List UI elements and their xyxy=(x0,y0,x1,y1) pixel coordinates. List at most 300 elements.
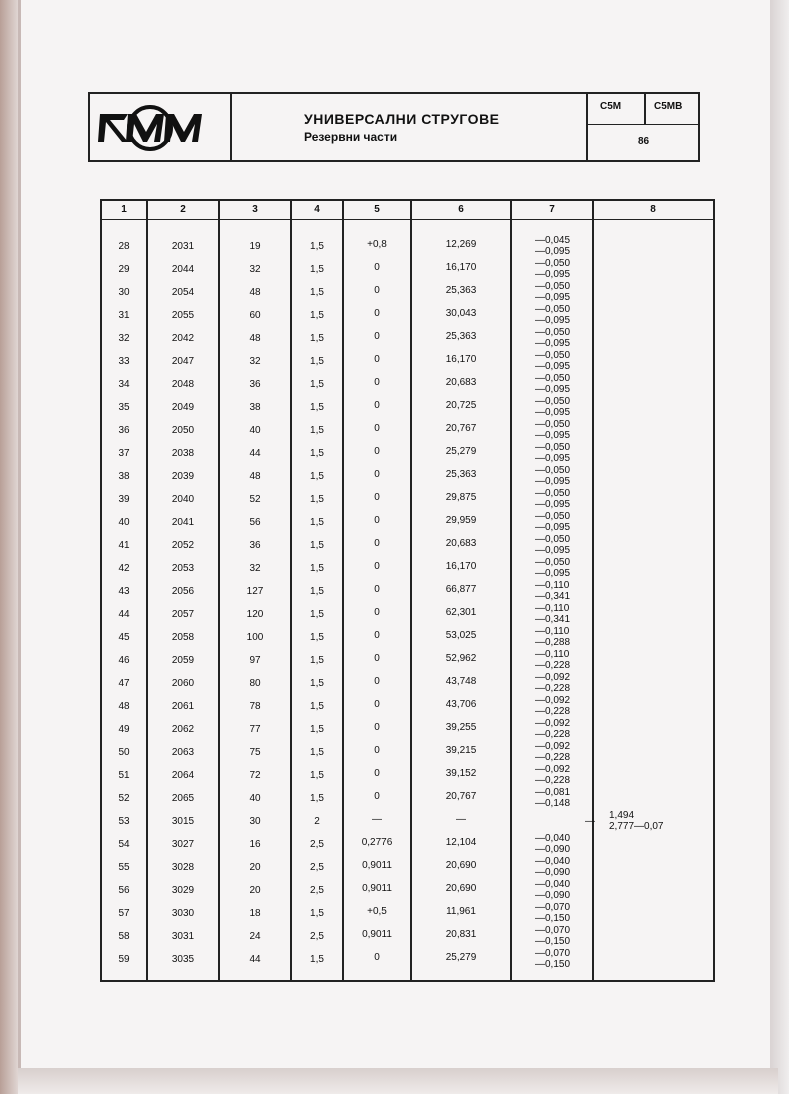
table-cell-col6: 39,255 xyxy=(445,722,477,733)
table-cell-col4: 1,5 xyxy=(310,356,324,367)
column-header: 7 xyxy=(549,204,555,215)
table-cell-col6: 16,170 xyxy=(445,262,477,273)
table-cell-col2: 2052 xyxy=(171,540,195,551)
table-cell-tolerance xyxy=(535,281,595,303)
table-cell-col3: 44 xyxy=(249,448,261,459)
tolerance-value: —0,081 xyxy=(535,787,571,798)
tolerance-value: —0,092 xyxy=(535,741,571,752)
tolerance-value: —0,050 xyxy=(535,488,571,499)
tolerance-value: —0,341 xyxy=(535,591,571,602)
tolerance-value: —0,092 xyxy=(535,718,571,729)
table-cell-tolerance xyxy=(535,626,595,648)
tolerance-value: —0,050 xyxy=(535,534,571,545)
table-cell-col6: 52,962 xyxy=(445,653,477,664)
tolerance-value: —0,095 xyxy=(535,499,571,510)
table-cell-col2: 2055 xyxy=(171,310,195,321)
tolerance-value: —0,095 xyxy=(535,568,571,579)
table-cell-col2: 3015 xyxy=(171,816,195,827)
table-cell-col5: 0 xyxy=(374,446,380,457)
table-cell-col3: 32 xyxy=(249,264,261,275)
table-cell-tolerance xyxy=(535,856,595,878)
table-cell-col2: 2056 xyxy=(171,586,195,597)
table-row xyxy=(102,488,713,517)
table-cell-col2: 2039 xyxy=(171,471,195,482)
table-cell-col4: 1,5 xyxy=(310,379,324,390)
table-cell-tolerance xyxy=(535,580,595,602)
table-cell-col1: 33 xyxy=(118,356,130,367)
table-cell-col6: — xyxy=(456,814,466,825)
tolerance-value: —0,092 xyxy=(535,672,571,683)
table-cell-col3: 32 xyxy=(249,356,261,367)
tolerance-value: —0,095 xyxy=(535,545,571,556)
table-cell-col6: 30,043 xyxy=(445,308,477,319)
table-row xyxy=(102,442,713,471)
table-cell-col1: 39 xyxy=(118,494,130,505)
table-cell-col5: 0 xyxy=(374,607,380,618)
table-cell-col4: 1,5 xyxy=(310,609,324,620)
tolerance-value: —0,341 xyxy=(535,614,571,625)
table-cell-col4: 1,5 xyxy=(310,724,324,735)
tolerance-value: —0,150 xyxy=(535,959,571,970)
tolerance-value: —0,288 xyxy=(535,637,571,648)
table-cell-tolerance xyxy=(535,833,595,855)
table-cell-col1: 41 xyxy=(118,540,130,551)
table-cell-col2: 3035 xyxy=(171,954,195,965)
tolerance-value: — xyxy=(585,816,595,827)
column-header: 1 xyxy=(121,204,127,215)
logo-cell xyxy=(90,94,232,160)
table-cell-col4: 2,5 xyxy=(310,885,324,896)
table-cell-col4: 1,5 xyxy=(310,241,324,252)
table-cell-col2: 2049 xyxy=(171,402,195,413)
table-cell-col5: 0,9011 xyxy=(362,929,392,940)
table-row xyxy=(102,511,713,540)
table-row xyxy=(102,833,713,862)
tolerance-value: —0,070 xyxy=(535,925,571,936)
table-cell-col1: 51 xyxy=(118,770,130,781)
tolerance-value: —0,050 xyxy=(535,281,571,292)
tolerance-value: —0,090 xyxy=(535,844,571,855)
tolerance-value: —0,110 xyxy=(535,580,570,591)
table-cell-col3: 36 xyxy=(249,540,261,551)
page-binding-edge xyxy=(0,0,18,1094)
table-cell-col1: 38 xyxy=(118,471,130,482)
table-cell-col2: 2042 xyxy=(171,333,195,344)
table-cell-col3: 20 xyxy=(249,862,261,873)
table-cell-col6: 25,363 xyxy=(445,331,477,342)
table-cell-col5: 0 xyxy=(374,653,380,664)
table-cell-col6: 20,831 xyxy=(445,929,477,940)
table-cell-col5: 0 xyxy=(374,331,380,342)
table-row xyxy=(102,281,713,310)
table-cell-col2: 2063 xyxy=(171,747,195,758)
table-cell-col1: 52 xyxy=(118,793,130,804)
table-cell-tolerance xyxy=(535,902,595,924)
table-cell-col4: 1,5 xyxy=(310,471,324,482)
table-cell-col6: 43,748 xyxy=(445,676,477,687)
table-cell-col4: 1,5 xyxy=(310,402,324,413)
tolerance-value: —0,228 xyxy=(535,752,571,763)
table-cell-col1: 31 xyxy=(118,310,130,321)
table-cell-col3: 56 xyxy=(249,517,261,528)
table-cell-col1: 28 xyxy=(118,241,130,252)
table-cell-col1: 49 xyxy=(118,724,130,735)
tolerance-value: —0,090 xyxy=(535,867,571,878)
table-cell-col2: 2057 xyxy=(171,609,195,620)
document-subtitle: Резервни части xyxy=(304,130,398,144)
tolerance-value: —0,095 xyxy=(535,430,571,441)
table-cell-tolerance xyxy=(535,465,595,487)
tolerance-value: —0,050 xyxy=(535,327,571,338)
table-row xyxy=(102,258,713,287)
table-cell-col4: 1,5 xyxy=(310,517,324,528)
table-cell-col2: 2050 xyxy=(171,425,195,436)
table-cell-col4: 1,5 xyxy=(310,310,324,321)
table-row xyxy=(102,580,713,609)
table-cell-tolerance xyxy=(535,557,595,579)
table-cell-col3: 77 xyxy=(249,724,261,735)
table-cell-col6: 66,877 xyxy=(445,584,477,595)
table-cell-tolerance xyxy=(535,258,595,280)
table-cell-col3: 120 xyxy=(246,609,264,620)
tolerance-value: —0,040 xyxy=(535,856,571,867)
table-cell-col5: 0 xyxy=(374,676,380,687)
table-row xyxy=(102,557,713,586)
table-cell-col2: 3030 xyxy=(171,908,195,919)
table-cell-col4: 1,5 xyxy=(310,287,324,298)
table-cell-col1: 58 xyxy=(118,931,130,942)
table-cell-col1: 54 xyxy=(118,839,130,850)
table-cell-col3: 18 xyxy=(249,908,261,919)
models-cell xyxy=(588,94,698,125)
table-cell-col6: 11,961 xyxy=(446,906,476,917)
table-cell-col3: 48 xyxy=(249,333,261,344)
table-cell-col1: 36 xyxy=(118,425,130,436)
table-cell-col3: 44 xyxy=(249,954,261,965)
table-cell-col5: +0,8 xyxy=(367,239,387,250)
table-cell-col3: 80 xyxy=(249,678,261,689)
tolerance-value: —0,228 xyxy=(535,706,571,717)
column-header: 6 xyxy=(458,204,464,215)
table-cell-col1: 37 xyxy=(118,448,130,459)
parts-table xyxy=(100,199,715,982)
table-cell-col4: 1,5 xyxy=(310,333,324,344)
table-cell-col2: 2065 xyxy=(171,793,195,804)
table-cell-col2: 2048 xyxy=(171,379,195,390)
table-cell-col4: 1,5 xyxy=(310,586,324,597)
table-cell-col5: 0 xyxy=(374,630,380,641)
table-cell-col1: 30 xyxy=(118,287,130,298)
tolerance-value: —0,050 xyxy=(535,304,571,315)
table-cell-tolerance xyxy=(535,764,595,786)
table-cell-col4: 1,5 xyxy=(310,264,324,275)
table-row xyxy=(102,626,713,655)
table-cell-tolerance xyxy=(535,511,595,533)
table-row xyxy=(102,810,713,839)
page-right-edge xyxy=(770,0,789,1094)
table-cell-tolerance xyxy=(535,488,595,510)
table-cell-col6: 25,279 xyxy=(445,446,477,457)
table-cell-col6: 25,363 xyxy=(445,285,477,296)
table-row xyxy=(102,764,713,793)
table-cell-col6: 62,301 xyxy=(445,607,477,618)
table-cell-col4: 1,5 xyxy=(310,770,324,781)
table-cell-tolerance xyxy=(535,810,595,827)
table-cell-col4: 1,5 xyxy=(310,954,324,965)
tolerance-value: —0,228 xyxy=(535,775,571,786)
table-cell-col1: 47 xyxy=(118,678,130,689)
table-cell-col3: 32 xyxy=(249,563,261,574)
tolerance-value: —0,050 xyxy=(535,350,571,361)
table-cell-col2: 2031 xyxy=(171,241,195,252)
table-cell-col1: 48 xyxy=(118,701,130,712)
table-cell-col2: 3028 xyxy=(171,862,195,873)
table-cell-col5: 0,9011 xyxy=(362,860,392,871)
table-cell-col3: 78 xyxy=(249,701,261,712)
table-cell-col5: 0 xyxy=(374,745,380,756)
table-cell-tolerance xyxy=(535,718,595,740)
table-cell-tolerance xyxy=(535,235,595,257)
table-cell-col5: 0 xyxy=(374,699,380,710)
table-cell-col6: 25,279 xyxy=(445,952,477,963)
table-cell-col5: 0 xyxy=(374,515,380,526)
table-cell-col1: 46 xyxy=(118,655,130,666)
model-label: C5MB xyxy=(654,101,683,112)
tolerance-value: —0,040 xyxy=(535,879,571,890)
table-cell-col3: 24 xyxy=(249,931,261,942)
table-cell-note xyxy=(609,810,664,832)
tolerance-value: —0,050 xyxy=(535,442,571,453)
table-cell-tolerance xyxy=(535,442,595,464)
table-cell-col2: 2047 xyxy=(171,356,195,367)
table-cell-col6: 12,104 xyxy=(445,837,477,848)
table-cell-tolerance xyxy=(535,787,595,809)
column-header: 4 xyxy=(314,204,320,215)
table-cell-tolerance xyxy=(535,695,595,717)
table-cell-col4: 1,5 xyxy=(310,632,324,643)
tolerance-value: —0,150 xyxy=(535,936,571,947)
table-row xyxy=(102,235,713,264)
table-cell-col2: 2041 xyxy=(171,517,195,528)
column-header: 8 xyxy=(650,204,656,215)
table-row xyxy=(102,856,713,885)
tolerance-value: —0,095 xyxy=(535,269,571,280)
table-cell-col4: 2,5 xyxy=(310,839,324,850)
column-header: 5 xyxy=(374,204,380,215)
tolerance-value: —0,070 xyxy=(535,902,571,913)
table-cell-col6: 29,959 xyxy=(445,515,477,526)
table-cell-col6: 20,683 xyxy=(445,377,477,388)
table-cell-col5: 0,2776 xyxy=(361,837,393,848)
tolerance-value: —0,095 xyxy=(535,361,571,372)
table-row xyxy=(102,741,713,770)
table-cell-col5: 0 xyxy=(374,285,380,296)
table-cell-col3: 100 xyxy=(246,632,264,643)
tolerance-value: —0,092 xyxy=(535,764,571,775)
table-cell-col1: 42 xyxy=(118,563,130,574)
tolerance-value: —0,095 xyxy=(535,246,571,257)
tolerance-value: —0,228 xyxy=(535,683,571,694)
table-cell-col6: 20,690 xyxy=(445,883,477,894)
table-cell-col3: 38 xyxy=(249,402,261,413)
table-cell-col5: 0 xyxy=(374,400,380,411)
tolerance-value: —0,050 xyxy=(535,396,571,407)
table-cell-col4: 1,5 xyxy=(310,747,324,758)
tolerance-value: —0,228 xyxy=(535,660,571,671)
table-cell-col5: 0 xyxy=(374,354,380,365)
tolerance-value: —0,095 xyxy=(535,407,571,418)
table-cell-col2: 2054 xyxy=(171,287,195,298)
table-cell-col1: 57 xyxy=(118,908,130,919)
table-cell-col5: 0 xyxy=(374,492,380,503)
tolerance-value: —0,095 xyxy=(535,292,571,303)
table-cell-col4: 1,5 xyxy=(310,655,324,666)
table-cell-col4: 1,5 xyxy=(310,494,324,505)
table-row xyxy=(102,902,713,931)
table-cell-col6: 43,706 xyxy=(445,699,477,710)
table-row xyxy=(102,373,713,402)
tolerance-value: —0,050 xyxy=(535,258,571,269)
tolerance-value: —0,148 xyxy=(535,798,571,809)
table-cell-col1: 55 xyxy=(118,862,130,873)
tolerance-value: —0,050 xyxy=(535,557,571,568)
tolerance-value: —0,045 xyxy=(535,235,571,246)
table-cell-col5: 0 xyxy=(374,768,380,779)
tolerance-value: —0,150 xyxy=(535,913,571,924)
models-divider xyxy=(644,94,646,124)
model-label: C5M xyxy=(600,101,622,112)
table-cell-col4: 2,5 xyxy=(310,862,324,873)
table-cell-col5: 0 xyxy=(374,377,380,388)
table-cell-tolerance xyxy=(535,649,595,671)
table-cell-col2: 2064 xyxy=(171,770,195,781)
table-cell-col5: 0 xyxy=(374,791,380,802)
table-cell-col5: 0 xyxy=(374,423,380,434)
tolerance-value: —0,095 xyxy=(535,315,571,326)
table-cell-col4: 1,5 xyxy=(310,908,324,919)
tolerance-value: —0,050 xyxy=(535,465,571,476)
table-cell-col2: 2053 xyxy=(171,563,195,574)
column-header: 2 xyxy=(180,204,186,215)
table-cell-tolerance xyxy=(535,327,595,349)
table-cell-tolerance xyxy=(535,396,595,418)
table-row xyxy=(102,396,713,425)
table-cell-col4: 1,5 xyxy=(310,701,324,712)
table-cell-col1: 35 xyxy=(118,402,130,413)
table-cell-col3: 60 xyxy=(249,310,261,321)
table-cell-col6: 20,725 xyxy=(445,400,477,411)
table-row xyxy=(102,465,713,494)
table-row xyxy=(102,925,713,954)
table-cell-col3: 40 xyxy=(249,425,261,436)
table-cell-tolerance xyxy=(535,948,595,970)
table-cell-col6: 39,152 xyxy=(445,768,477,779)
table-row xyxy=(102,419,713,448)
table-cell-col1: 34 xyxy=(118,379,130,390)
table-cell-col4: 2 xyxy=(314,816,320,827)
table-cell-tolerance xyxy=(535,879,595,901)
table-row xyxy=(102,534,713,563)
table-cell-col2: 2038 xyxy=(171,448,195,459)
table-row xyxy=(102,695,713,724)
table-cell-col1: 44 xyxy=(118,609,130,620)
document-title: УНИВЕРСАЛНИ СТРУГОВЕ xyxy=(304,111,500,127)
table-cell-col4: 1,5 xyxy=(310,540,324,551)
table-cell-col5: +0,5 xyxy=(367,906,387,917)
table-cell-col6: 39,215 xyxy=(445,745,477,756)
tolerance-value: —0,110 xyxy=(535,649,570,660)
tolerance-value: —0,092 xyxy=(535,695,571,706)
table-cell-col1: 59 xyxy=(118,954,130,965)
table-cell-col6: 16,170 xyxy=(445,561,477,572)
table-cell-tolerance xyxy=(535,350,595,372)
table-cell-col5: 0 xyxy=(374,952,380,963)
table-cell-col2: 2062 xyxy=(171,724,195,735)
title-cell xyxy=(232,94,588,160)
table-cell-tolerance xyxy=(535,373,595,395)
table-cell-col3: 72 xyxy=(249,770,261,781)
document-header xyxy=(88,92,700,162)
table-cell-col5: 0 xyxy=(374,262,380,273)
company-logo xyxy=(98,102,222,154)
table-cell-col1: 40 xyxy=(118,517,130,528)
table-cell-col6: 29,875 xyxy=(445,492,477,503)
table-row xyxy=(102,304,713,333)
table-cell-col4: 1,5 xyxy=(310,448,324,459)
table-cell-col2: 2058 xyxy=(171,632,195,643)
table-cell-col3: 20 xyxy=(249,885,261,896)
table-cell-tolerance xyxy=(535,672,595,694)
table-cell-col1: 43 xyxy=(118,586,130,597)
table-row xyxy=(102,672,713,701)
tolerance-value: —0,095 xyxy=(535,522,571,533)
table-cell-col1: 50 xyxy=(118,747,130,758)
tolerance-value: —0,095 xyxy=(535,338,571,349)
table-cell-col5: 0 xyxy=(374,538,380,549)
table-cell-col6: 20,690 xyxy=(445,860,477,871)
table-cell-col5: — xyxy=(372,814,382,825)
tolerance-value: —0,110 xyxy=(535,626,570,637)
table-cell-col6: 20,683 xyxy=(445,538,477,549)
table-cell-col2: 2040 xyxy=(171,494,195,505)
table-cell-tolerance xyxy=(535,534,595,556)
table-cell-col2: 2059 xyxy=(171,655,195,666)
table-cell-col1: 53 xyxy=(118,816,130,827)
note-value: 2,777—0,07 xyxy=(609,821,664,832)
table-cell-tolerance xyxy=(535,741,595,763)
table-cell-col3: 48 xyxy=(249,287,261,298)
tolerance-value: —0,228 xyxy=(535,729,571,740)
table-cell-col3: 19 xyxy=(249,241,261,252)
table-cell-col3: 40 xyxy=(249,793,261,804)
table-cell-col6: 16,170 xyxy=(445,354,477,365)
table-row xyxy=(102,948,713,977)
column-header: 3 xyxy=(252,204,258,215)
table-cell-col1: 32 xyxy=(118,333,130,344)
tolerance-value: —0,050 xyxy=(535,373,571,384)
tolerance-value: —0,110 xyxy=(535,603,570,614)
table-cell-col4: 2,5 xyxy=(310,931,324,942)
tolerance-value: —0,040 xyxy=(535,833,571,844)
table-cell-col4: 1,5 xyxy=(310,793,324,804)
tolerance-value: —0,095 xyxy=(535,453,571,464)
tolerance-value: —0,070 xyxy=(535,948,571,959)
table-cell-col2: 2044 xyxy=(171,264,195,275)
table-cell-col2: 3029 xyxy=(171,885,195,896)
table-cell-col2: 3027 xyxy=(171,839,195,850)
table-cell-col4: 1,5 xyxy=(310,425,324,436)
table-cell-tolerance xyxy=(535,419,595,441)
